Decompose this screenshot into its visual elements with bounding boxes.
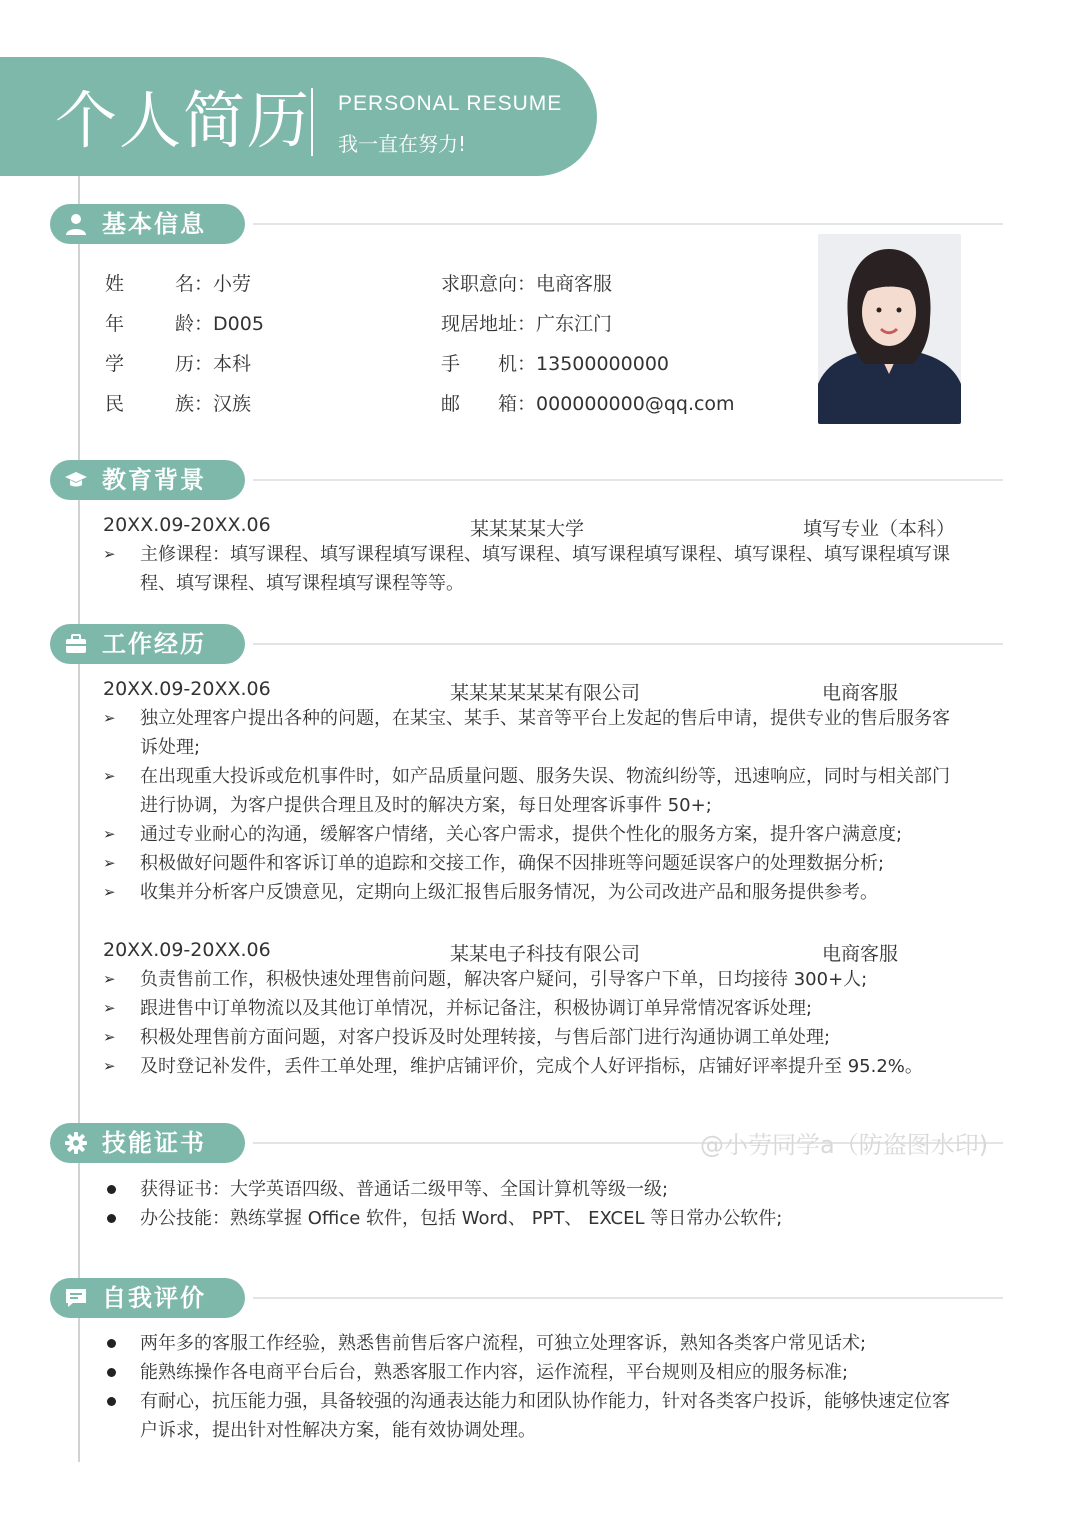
profile-photo xyxy=(818,234,961,424)
list-item: 获得证书：大学英语四级、普通话二级甲等、全国计算机等级一级; xyxy=(103,1175,1003,1204)
watermark: @小劳同学a（防盗图水印) xyxy=(700,1131,989,1159)
job-intent-value: 电商客服 xyxy=(536,273,613,295)
user-icon xyxy=(64,212,88,236)
resume-motto: 我一直在努力! xyxy=(338,132,467,156)
section-rule xyxy=(253,1297,1003,1299)
section-skills xyxy=(50,1123,245,1163)
section-education xyxy=(50,460,245,500)
job-period: 20XX.09-20XX.06 xyxy=(103,939,271,961)
comment-icon xyxy=(64,1286,88,1310)
education-period: 20XX.09-20XX.06 xyxy=(103,514,271,536)
job-role: 电商客服 xyxy=(822,682,899,704)
list-item: ➢ 独立处理客户提出各种的问题，在某宝、某手、某音等平台上发起的售后申请，提供专业的售后服务客 诉处理; xyxy=(103,708,950,758)
section-title: 教育背景 xyxy=(102,466,206,494)
list-item: 有耐心，抗压能力强，具备较强的沟通表达能力和团队协作能力，针对各类客户投诉，能够快速定位客 户诉求，提出针对性解决方案，能有效协调处理。 xyxy=(103,1387,1003,1445)
age-value: D005 xyxy=(213,313,264,335)
list-item: ➢ 跟进售中订单物流以及其他订单情况，并标记备注，积极协调订单异常情况客诉处理; xyxy=(103,998,813,1019)
section-work xyxy=(50,624,245,664)
section-title: 自我评价 xyxy=(102,1284,206,1312)
list-item: 能熟练操作各电商平台后台，熟悉客服工作内容，运作流程，平台规则及相应的服务标准; xyxy=(103,1358,1003,1387)
list-item: ➢ 通过专业耐心的沟通，缓解客户情绪，关心客户需求，提供个性化的服务方案，提升客户满意度; xyxy=(103,824,903,845)
education-major: 填写专业（本科） xyxy=(803,518,956,540)
info-address: 现居地址：广东江门 xyxy=(441,313,613,335)
info-email: 邮 箱：000000000@qq.com xyxy=(441,393,735,415)
info-education: 学 历：本科 xyxy=(105,353,252,375)
gear-icon xyxy=(64,1131,88,1155)
timeline-line xyxy=(78,176,80,1462)
job-period: 20XX.09-20XX.06 xyxy=(103,678,271,700)
info-job-intent: 求职意向：电商客服 xyxy=(441,273,613,295)
info-age: 年 龄：D005 xyxy=(105,313,264,335)
info-name: 姓 名：小劳 xyxy=(105,273,252,295)
education-value: 本科 xyxy=(213,353,252,375)
info-nation: 民 族：汉族 xyxy=(105,393,252,415)
list-item: 办公技能：熟练掌握 Office 软件，包括 Word、 PPT、 EXCEL 等日常办公软件; xyxy=(103,1204,1003,1233)
address-value: 广东江门 xyxy=(536,313,613,335)
graduation-cap-icon xyxy=(64,468,88,492)
list-item: ➢ 积极做好问题件和客诉订单的追踪和交接工作，确保不因排班等问题延误客户的处理数据分析; xyxy=(103,853,885,874)
section-self-evaluation xyxy=(50,1278,245,1318)
list-item: ➢ 收集并分析客户反馈意见，定期向上级汇报售后服务情况，为公司改进产品和服务提供参考。 xyxy=(103,882,878,903)
info-phone: 手 机：13500000000 xyxy=(441,353,670,375)
portrait-icon xyxy=(818,234,961,424)
job-company: 某某某某某某有限公司 xyxy=(450,682,641,704)
list-item: ➢ 在出现重大投诉或危机事件时，如产品质量问题、服务失误、物流纠纷等，迅速响应，同时与相关部门 进行协调，为客户提供合理且及时的解决方案，每日处理客诉事件 50+; xyxy=(103,766,950,816)
list-item: ➢ 及时登记补发件，丢件工单处理，维护店铺评价，完成个人好评指标，店铺好评率提升至 95.2%。 xyxy=(103,1056,923,1077)
header-divider xyxy=(311,88,313,156)
list-item: 两年多的客服工作经验，熟悉售前售后客户流程，可独立处理客诉，熟知各类客户常见话术; xyxy=(103,1329,1003,1358)
resume-title: 个人简历 xyxy=(55,84,312,157)
name-value: 小劳 xyxy=(213,273,252,295)
list-item: ➢ 主修课程：填写课程、填写课程填写课程、填写课程、填写课程填写课程、填写课程、填写课程填写课 程、填写课程、填写课程填写课程等等。 xyxy=(103,544,950,594)
section-title: 基本信息 xyxy=(102,210,206,238)
section-title: 工作经历 xyxy=(102,630,206,658)
section-title: 技能证书 xyxy=(102,1129,206,1157)
section-rule xyxy=(253,643,1003,645)
list-item: ➢ 负责售前工作，积极快速处理售前问题，解决客户疑问，引导客户下单，日均接待 300+人; xyxy=(103,969,868,990)
phone-value: 13500000000 xyxy=(536,353,670,375)
resume-title-en: PERSONAL RESUME xyxy=(338,92,563,115)
nation-value: 汉族 xyxy=(213,393,252,415)
briefcase-icon xyxy=(64,632,88,656)
section-rule xyxy=(253,223,1003,225)
email-value: 000000000@qq.com xyxy=(536,393,735,415)
job-role: 电商客服 xyxy=(822,943,899,965)
section-rule xyxy=(253,479,1003,481)
list-item: ➢ 积极处理售前方面问题，对客户投诉及时处理转接，与售后部门进行沟通协调工单处理; xyxy=(103,1027,831,1048)
job-company: 某某电子科技有限公司 xyxy=(450,943,641,965)
education-school: 某某某某大学 xyxy=(470,518,585,540)
section-basic-info xyxy=(50,204,245,244)
